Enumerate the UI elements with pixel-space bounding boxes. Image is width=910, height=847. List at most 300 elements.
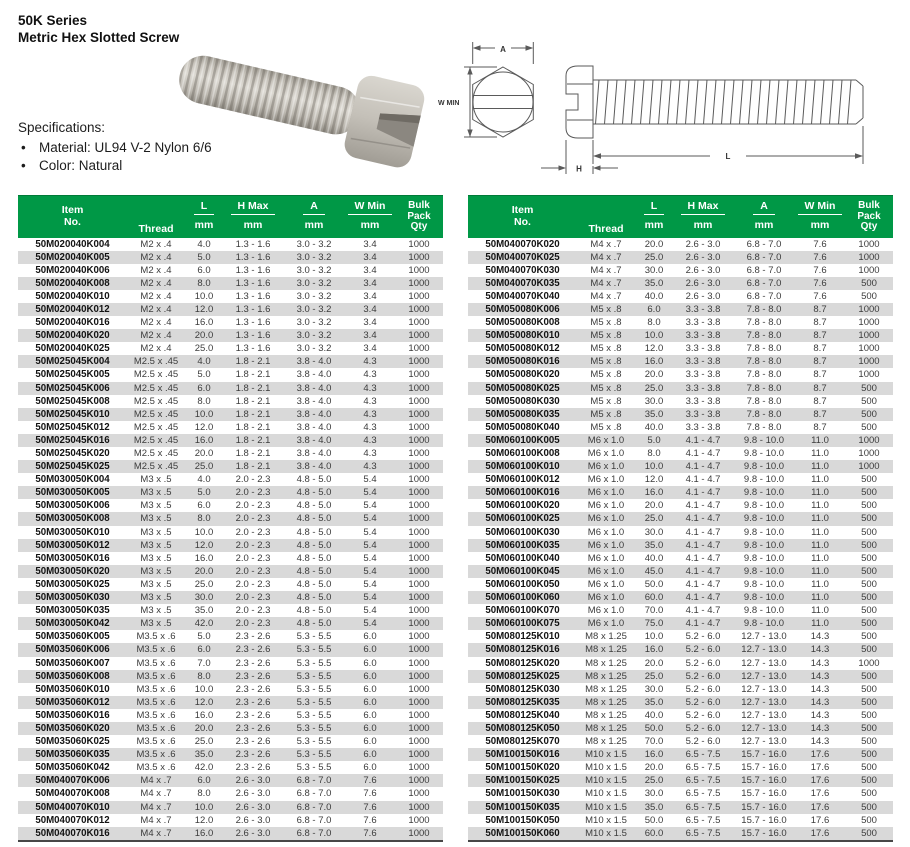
table-header [468, 196, 893, 238]
table-row [468, 696, 893, 709]
cell-thread: M3 x .5 [140, 605, 172, 617]
cell-qty: 500 [861, 539, 877, 551]
table-row [468, 434, 893, 447]
cell-a: 9.8 - 10.0 [743, 605, 785, 617]
table-row [468, 526, 893, 539]
table-row [18, 512, 443, 525]
cell-l: 4.0 [197, 238, 211, 250]
cell-hmax: 3.3 - 3.8 [685, 395, 721, 407]
cell-wmin: 7.6 [363, 827, 377, 839]
cell-hmax: 2.0 - 2.3 [235, 618, 271, 630]
cell-a: 12.7 - 13.0 [741, 670, 787, 682]
cell-a: 15.7 - 16.0 [741, 827, 787, 839]
cell-wmin: 14.3 [810, 657, 830, 669]
cell-thread: M2.5 x .45 [133, 408, 179, 420]
table-row [18, 604, 443, 617]
cell-thread: M10 x 1.5 [585, 814, 627, 826]
cell-hmax: 4.1 - 4.7 [685, 513, 721, 525]
table-row [468, 238, 893, 251]
cell-wmin: 3.4 [363, 277, 377, 289]
cell-item: 50M060100K010 [485, 461, 560, 473]
cell-qty: 1000 [408, 317, 430, 329]
table-row [468, 251, 893, 264]
cell-item: 50M050080K008 [485, 317, 560, 329]
cell-l: 12.0 [194, 814, 214, 826]
cell-wmin: 11.0 [811, 500, 829, 512]
cell-wmin: 8.7 [813, 408, 827, 420]
cell-thread: M2 x .4 [140, 303, 172, 315]
cell-a: 9.8 - 10.0 [743, 461, 785, 473]
cell-hmax: 5.2 - 6.0 [685, 631, 721, 643]
cell-a: 5.3 - 5.5 [296, 657, 332, 669]
cell-thread: M3.5 x .6 [136, 762, 176, 774]
cell-thread: M4 x .7 [140, 775, 172, 787]
cell-item: 50M080125K020 [485, 657, 560, 669]
cell-thread: M2.5 x .45 [133, 461, 179, 473]
cell-thread: M2.5 x .45 [133, 448, 179, 459]
cell-l: 20.0 [194, 565, 214, 577]
cell-wmin: 5.4 [363, 487, 377, 499]
table-row [18, 460, 443, 473]
cell-wmin: 11.0 [811, 618, 829, 630]
cell-qty: 1000 [408, 670, 430, 682]
cell-thread: M5 x .8 [590, 343, 622, 355]
cell-item: 50M025045K008 [35, 395, 110, 407]
cell-qty: 1000 [408, 565, 430, 577]
cell-a: 6.8 - 7.0 [746, 251, 782, 263]
cell-l: 25.0 [194, 461, 214, 473]
table-row [468, 774, 893, 787]
cell-thread: M3 x .5 [140, 592, 172, 604]
cell-item: 50M050080K016 [485, 356, 560, 368]
cell-l: 30.0 [644, 395, 664, 407]
table-row [468, 578, 893, 591]
cell-thread: M8 x 1.25 [585, 631, 627, 643]
cell-qty: 500 [861, 722, 877, 734]
cell-thread: M5 x .8 [590, 421, 622, 433]
cell-thread: M2 x .4 [140, 330, 172, 342]
cell-qty: 1000 [858, 343, 880, 355]
cell-wmin: 4.3 [363, 356, 377, 368]
table-row [468, 801, 893, 814]
table-row [18, 382, 443, 395]
cell-thread: M8 x 1.25 [585, 709, 627, 721]
cell-l: 10.0 [194, 683, 214, 695]
cell-wmin: 7.6 [813, 290, 827, 302]
cell-qty: 1000 [408, 683, 430, 695]
cell-wmin: 5.4 [363, 513, 377, 525]
cell-qty: 500 [861, 670, 877, 682]
cell-l: 8.0 [197, 670, 211, 682]
cell-a: 3.0 - 3.2 [296, 264, 332, 276]
cell-hmax: 1.3 - 1.6 [235, 251, 271, 263]
table-row [468, 421, 893, 434]
cell-thread: M3.5 x .6 [136, 736, 176, 748]
cell-a: 4.8 - 5.0 [296, 565, 332, 577]
table-row [18, 643, 443, 656]
cell-item: 50M060100K005 [485, 434, 560, 446]
table-row [18, 761, 443, 774]
cell-l: 16.0 [194, 434, 214, 446]
cell-wmin: 4.3 [363, 369, 377, 381]
cell-l: 5.0 [197, 251, 211, 263]
dim-label-h: H [576, 164, 582, 174]
cell-qty: 1000 [408, 330, 430, 342]
table-row [18, 539, 443, 552]
cell-a: 12.7 - 13.0 [741, 644, 787, 656]
cell-thread: M6 x 1.0 [587, 500, 625, 512]
cell-wmin: 8.7 [813, 421, 827, 433]
cell-l: 10.0 [194, 290, 214, 302]
table-row [18, 670, 443, 683]
cell-qty: 1000 [858, 303, 880, 315]
cell-hmax: 2.3 - 2.6 [235, 749, 271, 761]
cell-wmin: 11.0 [811, 578, 829, 590]
cell-wmin: 8.7 [813, 330, 827, 342]
cell-a: 3.0 - 3.2 [296, 330, 332, 342]
table-row [18, 264, 443, 277]
cell-hmax: 3.3 - 3.8 [685, 356, 721, 368]
cell-thread: M3.5 x .6 [136, 657, 176, 669]
cell-qty: 1000 [408, 827, 430, 839]
cell-a: 4.8 - 5.0 [296, 474, 332, 486]
cell-wmin: 3.4 [363, 251, 377, 263]
cell-qty: 1000 [408, 500, 430, 512]
cell-a: 9.8 - 10.0 [743, 526, 785, 538]
table-row [18, 277, 443, 290]
dim-label-a: A [500, 45, 506, 54]
table-row [468, 303, 893, 316]
cell-hmax: 2.6 - 3.0 [235, 788, 271, 800]
cell-a: 5.3 - 5.5 [296, 644, 332, 656]
cell-a: 4.8 - 5.0 [296, 513, 332, 525]
cell-a: 5.3 - 5.5 [296, 631, 332, 643]
cell-l: 70.0 [644, 736, 664, 748]
cell-thread: M6 x 1.0 [587, 513, 625, 525]
spec-item-color [18, 158, 212, 173]
cell-l: 4.0 [197, 474, 211, 486]
table-row [18, 499, 443, 512]
cell-item: 50M020040K004 [35, 238, 110, 250]
cell-item: 50M060100K045 [485, 565, 560, 577]
cell-item: 50M080125K010 [485, 631, 560, 643]
cell-l: 25.0 [644, 251, 664, 263]
table-row [18, 408, 443, 421]
cell-hmax: 2.6 - 3.0 [685, 238, 721, 250]
table-row [468, 264, 893, 277]
cell-item: 50M035060K007 [35, 657, 110, 669]
cell-a: 3.0 - 3.2 [296, 238, 332, 250]
cell-qty: 500 [861, 618, 877, 630]
cell-hmax: 3.3 - 3.8 [685, 421, 721, 433]
cell-hmax: 5.2 - 6.0 [685, 709, 721, 721]
cell-qty: 1000 [408, 277, 430, 289]
cell-qty: 500 [861, 814, 877, 826]
cell-l: 35.0 [194, 605, 214, 617]
cell-a: 6.8 - 7.0 [296, 814, 332, 826]
cell-a: 3.8 - 4.0 [296, 461, 332, 473]
cell-item: 50M060100K050 [485, 578, 560, 590]
cell-wmin: 7.6 [363, 788, 377, 800]
cell-wmin: 3.4 [363, 343, 377, 355]
cell-a: 9.8 - 10.0 [743, 565, 785, 577]
cell-wmin: 7.6 [363, 814, 377, 826]
cell-item: 50M060100K075 [485, 618, 560, 630]
table-row [18, 447, 443, 460]
cell-a: 15.7 - 16.0 [741, 814, 787, 826]
table-row [468, 827, 893, 841]
table-row [18, 814, 443, 827]
cell-hmax: 6.5 - 7.5 [685, 762, 721, 774]
cell-item: 50M050080K010 [485, 330, 560, 342]
cell-l: 4.0 [197, 356, 211, 368]
cell-a: 12.7 - 13.0 [741, 683, 787, 695]
cell-item: 50M060100K012 [485, 474, 560, 486]
cell-wmin: 14.3 [810, 722, 830, 734]
cell-a: 3.0 - 3.2 [296, 277, 332, 289]
cell-qty: 1000 [408, 762, 430, 774]
cell-l: 5.0 [197, 631, 211, 643]
cell-wmin: 14.3 [810, 644, 830, 656]
cell-thread: M5 x .8 [590, 369, 622, 381]
cell-thread: M5 x .8 [590, 330, 622, 342]
cell-item: 50M040070K010 [35, 801, 110, 813]
cell-l: 8.0 [647, 317, 661, 329]
cell-hmax: 2.0 - 2.3 [235, 526, 271, 538]
cell-wmin: 11.0 [811, 513, 829, 525]
cell-hmax: 2.3 - 2.6 [235, 670, 271, 682]
cell-qty: 500 [861, 552, 877, 564]
cell-item: 50M025045K005 [35, 369, 110, 381]
cell-thread: M4 x .7 [140, 814, 172, 826]
cell-thread: M2.5 x .45 [133, 382, 179, 394]
cell-hmax: 1.8 - 2.1 [235, 461, 271, 473]
cell-thread: M8 x 1.25 [585, 644, 627, 656]
table-row [468, 709, 893, 722]
specifications-heading: Specifications: [18, 120, 106, 135]
cell-a: 6.8 - 7.0 [746, 264, 782, 276]
cell-item: 50M030050K030 [35, 592, 110, 604]
cell-a: 7.8 - 8.0 [746, 369, 782, 381]
cell-qty: 500 [861, 696, 877, 708]
cell-hmax: 2.3 - 2.6 [235, 736, 271, 748]
cell-hmax: 2.6 - 3.0 [235, 801, 271, 813]
cell-thread: M5 x .8 [590, 395, 622, 407]
cell-wmin: 4.3 [363, 461, 377, 473]
cell-qty: 1000 [408, 814, 430, 826]
table-row [468, 591, 893, 604]
cell-item: 50M080125K025 [485, 670, 560, 682]
cell-wmin: 11.0 [811, 592, 829, 604]
cell-l: 25.0 [194, 343, 214, 355]
page-title [18, 12, 179, 46]
cell-hmax: 3.3 - 3.8 [685, 408, 721, 420]
cell-hmax: 2.3 - 2.6 [235, 722, 271, 734]
cell-qty: 1000 [408, 461, 430, 473]
cell-hmax: 3.3 - 3.8 [685, 343, 721, 355]
cell-l: 50.0 [644, 814, 664, 826]
cell-a: 9.8 - 10.0 [743, 500, 785, 512]
cell-wmin: 8.7 [813, 356, 827, 368]
table-row [468, 277, 893, 290]
spec-material-text: Material: UL94 V-2 Nylon 6/6 [39, 140, 212, 155]
cell-wmin: 6.0 [363, 722, 377, 734]
cell-thread: M6 x 1.0 [587, 487, 625, 499]
cell-thread: M3 x .5 [140, 565, 172, 577]
cell-hmax: 2.0 - 2.3 [235, 578, 271, 590]
table-body [18, 238, 443, 841]
cell-a: 9.8 - 10.0 [743, 513, 785, 525]
table-row [18, 630, 443, 643]
cell-item: 50M040070K035 [485, 277, 560, 289]
cell-wmin: 6.0 [363, 670, 377, 682]
cell-l: 6.0 [197, 500, 211, 512]
cell-qty: 1000 [408, 605, 430, 617]
spec-item-material [18, 140, 212, 155]
cell-thread: M8 x 1.25 [585, 736, 627, 748]
cell-qty: 1000 [408, 421, 430, 433]
cell-item: 50M080125K050 [485, 722, 560, 734]
cell-a: 7.8 - 8.0 [746, 317, 782, 329]
cell-item: 50M020040K025 [35, 343, 110, 355]
cell-hmax: 3.3 - 3.8 [685, 369, 721, 381]
cell-wmin: 5.4 [363, 526, 377, 538]
cell-qty: 500 [861, 421, 877, 433]
cell-l: 30.0 [644, 683, 664, 695]
cell-l: 12.0 [644, 474, 664, 486]
cell-item: 50M050080K030 [485, 395, 560, 407]
cell-hmax: 4.1 - 4.7 [685, 526, 721, 538]
table-row [468, 460, 893, 473]
cell-item: 50M035060K005 [35, 631, 110, 643]
cell-wmin: 6.0 [363, 736, 377, 748]
cell-l: 25.0 [644, 382, 664, 394]
cell-thread: M6 x 1.0 [587, 474, 625, 486]
cell-l: 5.0 [197, 487, 211, 499]
cell-wmin: 6.0 [363, 696, 377, 708]
table-row [18, 591, 443, 604]
cell-hmax: 1.3 - 1.6 [235, 277, 271, 289]
cell-a: 6.8 - 7.0 [296, 788, 332, 800]
cell-item: 50M100150K060 [485, 827, 560, 839]
cell-wmin: 5.4 [363, 500, 377, 512]
cell-hmax: 4.1 - 4.7 [685, 552, 721, 564]
cell-hmax: 6.5 - 7.5 [685, 814, 721, 826]
cell-qty: 1000 [408, 238, 430, 250]
cell-hmax: 2.0 - 2.3 [235, 552, 271, 564]
cell-a: 3.8 - 4.0 [296, 395, 332, 407]
cell-wmin: 11.0 [811, 448, 829, 459]
cell-item: 50M030050K025 [35, 578, 110, 590]
cell-l: 75.0 [644, 618, 664, 630]
cell-a: 4.8 - 5.0 [296, 500, 332, 512]
cell-thread: M3 x .5 [140, 539, 172, 551]
cell-item: 50M040070K025 [485, 251, 560, 263]
cell-l: 40.0 [644, 709, 664, 721]
column-header-item: Item No. [468, 196, 577, 238]
cell-a: 4.8 - 5.0 [296, 605, 332, 617]
cell-thread: M5 x .8 [590, 303, 622, 315]
cell-a: 3.8 - 4.0 [296, 356, 332, 368]
cell-hmax: 4.1 - 4.7 [685, 461, 721, 473]
cell-l: 8.0 [197, 277, 211, 289]
cell-l: 30.0 [644, 264, 664, 276]
cell-item: 50M035060K010 [35, 683, 110, 695]
cell-l: 35.0 [644, 696, 664, 708]
cell-item: 50M100150K035 [485, 801, 560, 813]
cell-hmax: 4.1 - 4.7 [685, 578, 721, 590]
series-title: 50K Series [18, 13, 88, 28]
table-row [18, 473, 443, 486]
cell-qty: 1000 [408, 395, 430, 407]
cell-l: 60.0 [644, 827, 664, 839]
cell-l: 6.0 [197, 264, 211, 276]
cell-a: 7.8 - 8.0 [746, 395, 782, 407]
table-row [468, 368, 893, 381]
table-row [18, 565, 443, 578]
cell-item: 50M020040K008 [35, 277, 110, 289]
table-row [468, 617, 893, 630]
cell-item: 50M030050K010 [35, 526, 110, 538]
cell-a: 4.8 - 5.0 [296, 618, 332, 630]
cell-wmin: 3.4 [363, 238, 377, 250]
table-row [468, 408, 893, 421]
cell-a: 7.8 - 8.0 [746, 303, 782, 315]
cell-l: 35.0 [194, 749, 214, 761]
cell-a: 9.8 - 10.0 [743, 448, 785, 459]
table-row [468, 683, 893, 696]
cell-thread: M5 x .8 [590, 317, 622, 329]
cell-qty: 1000 [858, 238, 880, 250]
cell-item: 50M020040K005 [35, 251, 110, 263]
cell-qty: 500 [861, 827, 877, 839]
cell-item: 50M020040K010 [35, 290, 110, 302]
table-row [18, 552, 443, 565]
cell-a: 9.8 - 10.0 [743, 578, 785, 590]
dim-label-l: L [725, 152, 731, 161]
cell-item: 50M025045K006 [35, 382, 110, 394]
cell-wmin: 5.4 [363, 539, 377, 551]
cell-l: 8.0 [197, 513, 211, 525]
table-row [468, 761, 893, 774]
cell-item: 50M040070K006 [35, 775, 110, 787]
cell-qty: 1000 [408, 644, 430, 656]
cell-item: 50M050080K012 [485, 343, 560, 355]
cell-thread: M3 x .5 [140, 500, 172, 512]
cell-l: 12.0 [194, 539, 214, 551]
cell-wmin: 7.6 [363, 775, 377, 787]
table-row [468, 630, 893, 643]
cell-qty: 1000 [408, 696, 430, 708]
cell-hmax: 1.3 - 1.6 [235, 343, 271, 355]
cell-hmax: 2.0 - 2.3 [235, 592, 271, 604]
cell-l: 16.0 [644, 487, 664, 499]
cell-qty: 500 [861, 474, 877, 486]
cell-qty: 1000 [408, 434, 430, 446]
cell-thread: M3 x .5 [140, 578, 172, 590]
cell-l: 10.0 [644, 461, 664, 473]
cell-hmax: 2.0 - 2.3 [235, 539, 271, 551]
cell-thread: M6 x 1.0 [587, 592, 625, 604]
cell-thread: M3.5 x .6 [136, 670, 176, 682]
cell-item: 50M040070K040 [485, 290, 560, 302]
cell-l: 20.0 [644, 369, 664, 381]
cell-a: 3.0 - 3.2 [296, 343, 332, 355]
cell-thread: M10 x 1.5 [585, 749, 627, 761]
cell-thread: M4 x .7 [590, 290, 622, 302]
cell-item: 50M050080K006 [485, 303, 560, 315]
cell-wmin: 3.4 [363, 317, 377, 329]
